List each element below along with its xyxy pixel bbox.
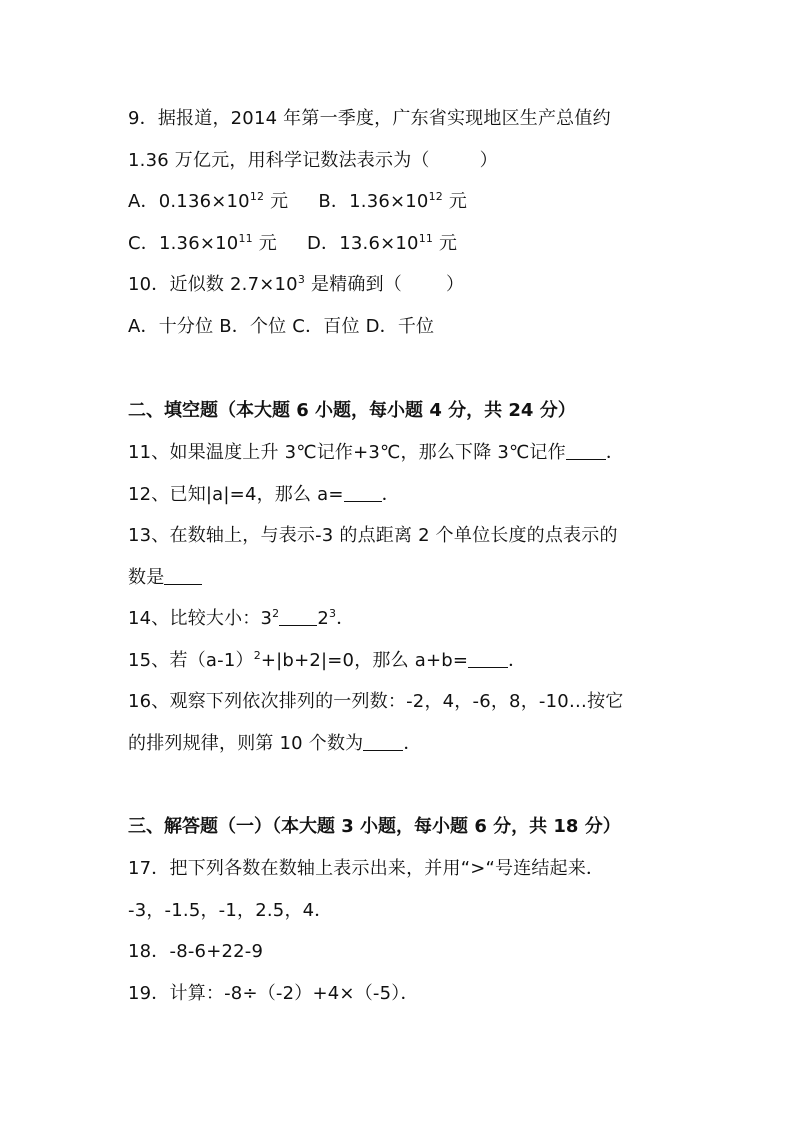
q9-stem-line1 bbox=[128, 98, 688, 140]
q9-text: 9．据报道，2014 年第一季度，广东省实现地区生产总值约 bbox=[128, 108, 611, 129]
q11: 11、如果温度上升 3℃记作+3℃，那么下降 3℃记作 ． bbox=[128, 442, 625, 463]
q13-line1: 13、在数轴上，与表示-3 的点距离 2 个单位长度的点表示的 bbox=[128, 525, 618, 546]
answer-blank bbox=[344, 487, 382, 502]
q12: 12、已知|a|=4，那么 a= ． bbox=[128, 483, 400, 505]
answer-blank bbox=[279, 611, 317, 626]
q9-options-cd bbox=[128, 223, 688, 265]
q9-option-c: C．$1.36\times 10^{11}$ 元 bbox=[128, 231, 277, 254]
q17-line2: -3，-1.5，-1，2.5，4． bbox=[128, 899, 333, 921]
section3-heading: 三、解答题（一）（本大题 3 小题，每小题 6 分，共 18 分） bbox=[128, 816, 621, 837]
q10-options: A．十分位 B．个位 C．百位 D．千位 bbox=[128, 315, 435, 337]
q17-line1: 17．把下列各数在数轴上表示出来，并用“>“号连结起来． bbox=[128, 858, 605, 879]
q9-option-b: B．$1.36\times 10^{12}$ 元 bbox=[318, 190, 468, 212]
q13-line2: 数是 bbox=[128, 557, 688, 599]
q9-option-d: D．$13.6\times 10^{11}$ 元 bbox=[306, 231, 458, 254]
q18: 18．-8-6+22-9 bbox=[128, 941, 264, 962]
q10-stem: 10．近似数 $2.7\times 10^3$ 是精确到（ ） bbox=[128, 273, 465, 295]
q9-option-a: A．$0.136\times 10^{12}$ 元 bbox=[128, 190, 289, 212]
q15: 15、若$(a-1)^2+|b+2|=0$，那么 a+b= ． bbox=[128, 648, 527, 671]
q16-line1: 16、观察下列依次排列的一列数：-2，4，-6，8，-10…按它 bbox=[128, 691, 624, 712]
answer-blank bbox=[164, 570, 202, 585]
q9-text2: 1.36 万亿元，用科学记数法表示为（ bbox=[128, 149, 430, 171]
answer-blank bbox=[566, 445, 606, 460]
answer-blank bbox=[468, 653, 508, 668]
q14: 14、比较大小：$3^2$ $2^3$． bbox=[128, 607, 355, 629]
q19: 19．计算：-8÷（-2）+4×（-5）． bbox=[128, 982, 419, 1004]
q9-stem-line2 bbox=[128, 140, 688, 182]
section2-heading: 二、填空题（本大题 6 小题，每小题 4 分，共 24 分） bbox=[128, 400, 576, 421]
q16-line2: 的排列规律，则第 10 个数为 ． bbox=[128, 732, 422, 754]
exam-content bbox=[128, 98, 688, 1014]
q9-close-paren: ） bbox=[479, 149, 498, 171]
q9-options-ab bbox=[128, 181, 688, 223]
answer-blank bbox=[363, 736, 403, 751]
